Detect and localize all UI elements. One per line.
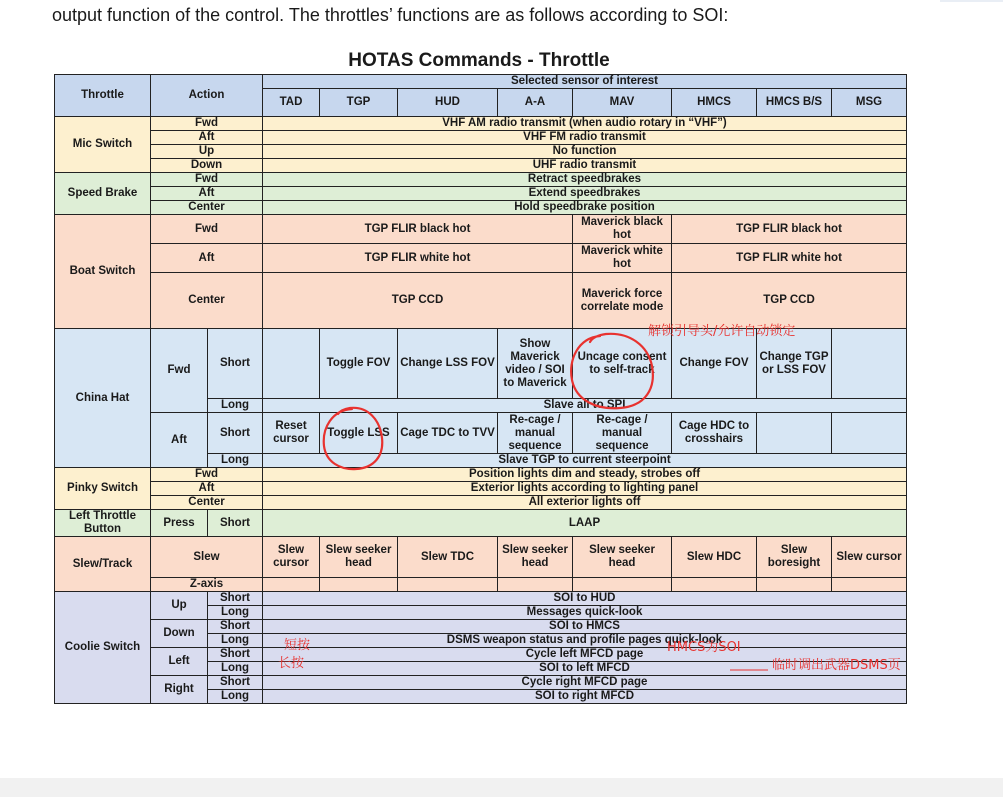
left-throttle-short: Short xyxy=(208,510,263,537)
coolie-left: Left xyxy=(151,648,208,676)
china-fwd-short-tad xyxy=(263,329,320,399)
pinky-fwd: Fwd xyxy=(151,468,263,482)
pinky-aft-value: Exterior lights according to lighting panel xyxy=(263,482,907,496)
left-throttle-value: LAAP xyxy=(263,510,907,537)
table-row xyxy=(55,159,907,173)
header-msg: MSG xyxy=(832,89,907,117)
china-aft-short: Short xyxy=(208,413,263,454)
table-row xyxy=(55,510,907,537)
table-row xyxy=(55,482,907,496)
china-fwd-short-msg xyxy=(832,329,907,399)
slew-zaxis-tad xyxy=(263,578,320,592)
boat-center-right-value: TGP CCD xyxy=(672,273,907,329)
annotation-dsms: 临时调出武器DSMS页 xyxy=(772,658,901,673)
mic-aft-value: VHF FM radio transmit xyxy=(263,131,907,145)
pinky-aft: Aft xyxy=(151,482,263,496)
header-row-1 xyxy=(55,75,907,89)
table-row xyxy=(55,187,907,201)
coolie-down-short: Short xyxy=(208,620,263,634)
table-row xyxy=(55,173,907,187)
left-throttle-button-label: Left Throttle Button xyxy=(55,510,151,537)
table-row xyxy=(55,117,907,131)
china-aft-short-msg xyxy=(832,413,907,454)
coolie-down-long-value: DSMS weapon status and profile pages quick-look xyxy=(263,634,907,648)
header-soi: Selected sensor of interest xyxy=(263,75,907,89)
coolie-left-long-value: SOI to left MFCD xyxy=(263,662,907,676)
china-aft-long-value: Slave TGP to current steerpoint xyxy=(263,454,907,468)
header-hmcs: HMCS xyxy=(672,89,757,117)
coolie-left-short: Short xyxy=(208,648,263,662)
table-row xyxy=(55,329,907,399)
china-aft: Aft xyxy=(151,413,208,468)
speed-brake-label: Speed Brake xyxy=(55,173,151,215)
boat-fwd-mav-value: Maverick black hot xyxy=(573,215,672,244)
table-row xyxy=(55,468,907,482)
slew-action: Slew xyxy=(151,537,263,578)
speed-center-value: Hold speedbrake position xyxy=(263,201,907,215)
coolie-up-short-value: SOI to HUD xyxy=(263,592,907,606)
footer-bar xyxy=(0,778,1003,797)
table-row xyxy=(55,273,907,329)
coolie-switch-label: Coolie Switch xyxy=(55,592,151,704)
table-row xyxy=(55,201,907,215)
coolie-left-short-value: Cycle left MFCD page xyxy=(263,648,907,662)
boat-aft-left-value: TGP FLIR white hot xyxy=(263,244,573,273)
speed-aft-value: Extend speedbrakes xyxy=(263,187,907,201)
china-aft-short-tad: Reset cursor xyxy=(263,413,320,454)
china-aft-short-tgp: Toggle LSS xyxy=(320,413,398,454)
boat-fwd: Fwd xyxy=(151,215,263,244)
china-hat-label: China Hat xyxy=(55,329,151,468)
slew-zaxis-hud xyxy=(398,578,498,592)
boat-switch-label: Boat Switch xyxy=(55,215,151,329)
coolie-right-short: Short xyxy=(208,676,263,690)
coolie-right-long-value: SOI to right MFCD xyxy=(263,690,907,704)
mic-up-value: No function xyxy=(263,145,907,159)
coolie-left-long: Long xyxy=(208,662,263,676)
table-row xyxy=(55,244,907,273)
china-fwd-short-aa: Show Maverick video / SOI to Maverick xyxy=(498,329,573,399)
china-fwd-short: Short xyxy=(208,329,263,399)
coolie-right-long: Long xyxy=(208,690,263,704)
china-aft-short-mav: Re-cage / manual sequence xyxy=(573,413,672,454)
slew-msg: Slew cursor xyxy=(832,537,907,578)
mic-aft: Aft xyxy=(151,131,263,145)
header-throttle: Throttle xyxy=(55,75,151,117)
mic-switch-label: Mic Switch xyxy=(55,117,151,173)
slew-hmcs: Slew HDC xyxy=(672,537,757,578)
china-fwd: Fwd xyxy=(151,329,208,413)
slew-zaxis-mav xyxy=(573,578,672,592)
slew-hud: Slew TDC xyxy=(398,537,498,578)
china-aft-long: Long xyxy=(208,454,263,468)
mic-fwd: Fwd xyxy=(151,117,263,131)
speed-center: Center xyxy=(151,201,263,215)
pinky-fwd-value: Position lights dim and steady, strobes off xyxy=(263,468,907,482)
table-row xyxy=(55,215,907,244)
pinky-center: Center xyxy=(151,496,263,510)
table-title: HOTAS Commands - Throttle xyxy=(348,50,610,71)
slew-zaxis-hmcs xyxy=(672,578,757,592)
intro-text: output function of the control. The throttles’ functions are as follows according to SOI: xyxy=(52,5,729,25)
annotation-hmcs-soi: HMCS为SOI xyxy=(667,640,741,655)
table-row xyxy=(55,145,907,159)
coolie-down: Down xyxy=(151,620,208,648)
china-aft-short-hmcs-bs xyxy=(757,413,832,454)
mic-down: Down xyxy=(151,159,263,173)
slew-zaxis-aa xyxy=(498,578,573,592)
slew-zaxis-msg xyxy=(832,578,907,592)
table-row xyxy=(55,131,907,145)
hotas-throttle-table xyxy=(54,74,907,704)
header-aa: A-A xyxy=(498,89,573,117)
slew-hmcs-bs: Slew boresight xyxy=(757,537,832,578)
speed-fwd-value: Retract speedbrakes xyxy=(263,173,907,187)
annotation-short-press: 短按 xyxy=(284,638,311,653)
coolie-down-short-value: SOI to HMCS xyxy=(263,620,907,634)
table-row xyxy=(55,676,907,690)
header-tgp: TGP xyxy=(320,89,398,117)
speed-fwd: Fwd xyxy=(151,173,263,187)
annotation-long-press: 长按 xyxy=(278,656,305,671)
china-fwd-long: Long xyxy=(208,399,263,413)
table-row xyxy=(55,537,907,578)
annotation-uncage: 解锁引导头/允许自动锁定 xyxy=(648,324,796,339)
table-row xyxy=(55,413,907,454)
coolie-right-short-value: Cycle right MFCD page xyxy=(263,676,907,690)
header-hmcs-bs: HMCS B/S xyxy=(757,89,832,117)
boat-aft: Aft xyxy=(151,244,263,273)
slew-mav: Slew seeker head xyxy=(573,537,672,578)
china-aft-short-hud: Cage TDC to TVV xyxy=(398,413,498,454)
table-row xyxy=(55,592,907,606)
left-throttle-press: Press xyxy=(151,510,208,537)
header-mav: MAV xyxy=(573,89,672,117)
china-aft-short-hmcs: Cage HDC to crosshairs xyxy=(672,413,757,454)
pinky-center-value: All exterior lights off xyxy=(263,496,907,510)
coolie-up-long: Long xyxy=(208,606,263,620)
coolie-right: Right xyxy=(151,676,208,704)
table-row xyxy=(55,620,907,634)
china-fwd-short-hmcs: Change FOV xyxy=(672,329,757,399)
china-fwd-short-mav: Uncage consent to self-track xyxy=(573,329,672,399)
china-fwd-short-hmcs-bs: Change TGP or LSS FOV xyxy=(757,329,832,399)
mic-up: Up xyxy=(151,145,263,159)
boat-center-left-value: TGP CCD xyxy=(263,273,573,329)
boat-fwd-left-value: TGP FLIR black hot xyxy=(263,215,573,244)
china-aft-short-aa: Re-cage / manual sequence xyxy=(498,413,573,454)
slew-zaxis-tgp xyxy=(320,578,398,592)
china-fwd-long-value: Slave all to SPI xyxy=(263,399,907,413)
china-fwd-short-tgp: Toggle FOV xyxy=(320,329,398,399)
table-row xyxy=(55,578,907,592)
boat-fwd-right-value: TGP FLIR black hot xyxy=(672,215,907,244)
boat-aft-mav-value: Maverick white hot xyxy=(573,244,672,273)
slew-tgp: Slew seeker head xyxy=(320,537,398,578)
header-hud: HUD xyxy=(398,89,498,117)
mic-fwd-value: VHF AM radio transmit (when audio rotary in “VHF”) xyxy=(263,117,907,131)
slew-zaxis: Z-axis xyxy=(151,578,263,592)
boat-aft-right-value: TGP FLIR white hot xyxy=(672,244,907,273)
coolie-up-short: Short xyxy=(208,592,263,606)
boat-center-mav-value: Maverick force correlate mode xyxy=(573,273,672,329)
speed-aft: Aft xyxy=(151,187,263,201)
table-row xyxy=(55,496,907,510)
slew-aa: Slew seeker head xyxy=(498,537,573,578)
header-action: Action xyxy=(151,75,263,117)
coolie-up-long-value: Messages quick-look xyxy=(263,606,907,620)
pinky-switch-label: Pinky Switch xyxy=(55,468,151,510)
boat-center: Center xyxy=(151,273,263,329)
top-rule xyxy=(940,0,1003,2)
slew-track-label: Slew/Track xyxy=(55,537,151,592)
slew-tad: Slew cursor xyxy=(263,537,320,578)
coolie-up: Up xyxy=(151,592,208,620)
header-tad: TAD xyxy=(263,89,320,117)
china-fwd-short-hud: Change LSS FOV xyxy=(398,329,498,399)
coolie-down-long: Long xyxy=(208,634,263,648)
slew-zaxis-hmcs-bs xyxy=(757,578,832,592)
mic-down-value: UHF radio transmit xyxy=(263,159,907,173)
